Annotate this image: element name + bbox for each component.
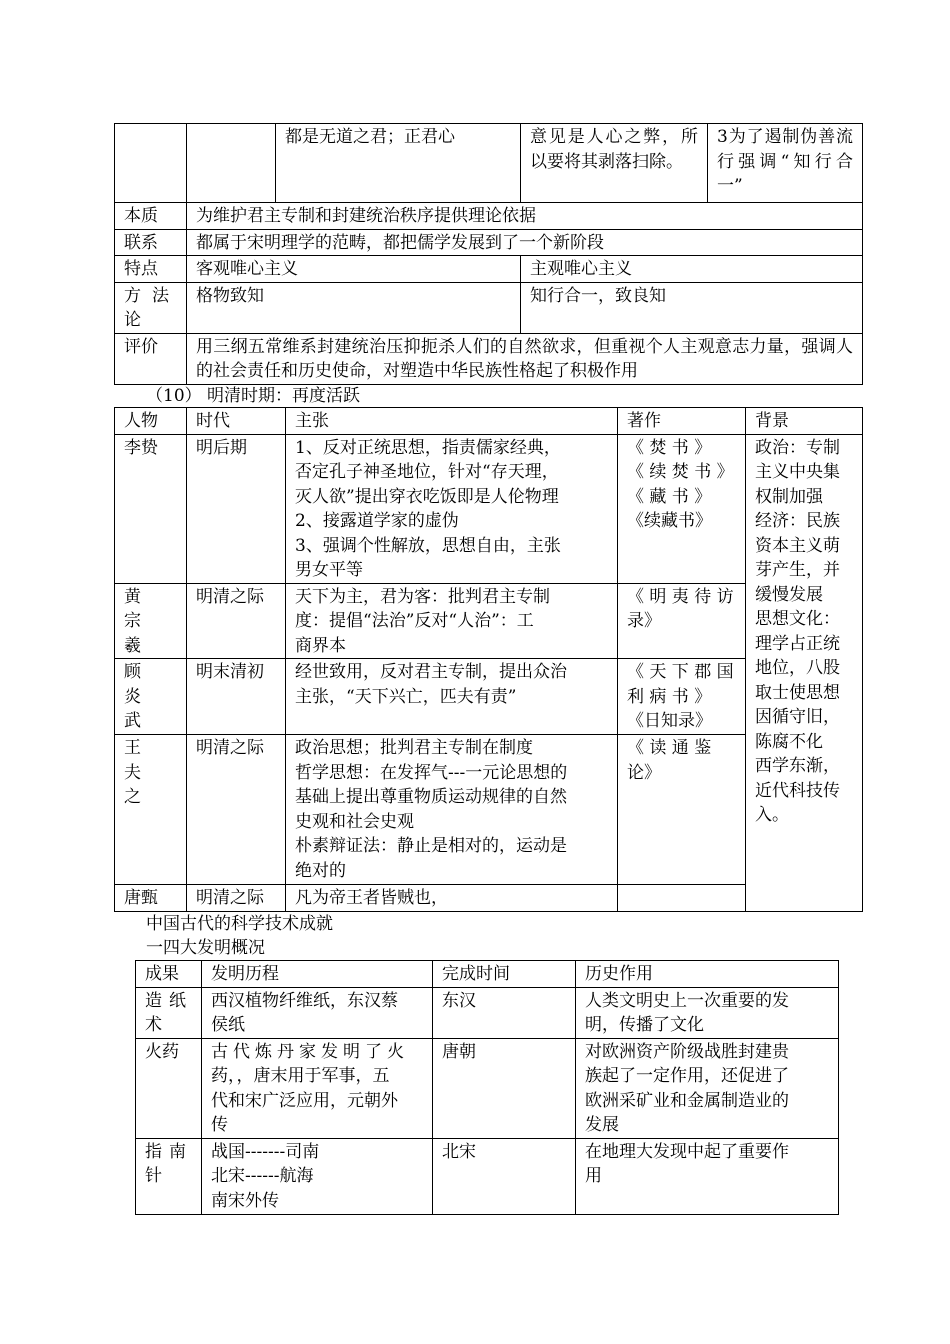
person-claims (286, 434, 618, 583)
cell-text: 3为了遏制伪善流行强调“知行合一” (708, 124, 863, 203)
claim-line: 2、接露道学家的虚伪 (295, 511, 459, 531)
background-line: 资本主义萌 (755, 535, 840, 556)
background-line: 西学东渐， (755, 756, 840, 776)
claim-line: 度：提倡“法治”反对“人治”：工 (295, 611, 534, 631)
row-label: 方法论 (115, 282, 187, 333)
background-line: 近代科技传 (755, 780, 840, 801)
work-line: 《续藏书》 (627, 511, 712, 531)
invention-effect (576, 1138, 839, 1214)
invention-time: 东汉 (433, 987, 576, 1038)
claim-line: 经世致用，反对君主专制，提出众治 (295, 662, 567, 682)
work-line: 利 病 书 》 (627, 686, 712, 707)
invention-effect (576, 1038, 839, 1138)
person-name: 顾炎武 (115, 659, 187, 735)
person-claims (286, 885, 618, 912)
cell-text: 意见是人心之弊，所以要将其剥落扫除。 (521, 124, 708, 203)
invention-name: 造纸术 (136, 987, 202, 1038)
person-claims (286, 583, 618, 659)
person-works (618, 885, 746, 912)
background-line: 入。 (755, 805, 789, 825)
table-neo-confucianism-comparison (114, 123, 863, 385)
invention-process (202, 987, 433, 1038)
invention-effect (576, 987, 839, 1038)
person-era: 明清之际 (187, 583, 286, 659)
row-text: 都属于宋明理学的范畴，都把儒学发展到了一个新阶段 (187, 229, 863, 256)
invention-process (202, 1038, 433, 1138)
background-line: 理学占正统 (755, 633, 840, 654)
background-cell (746, 434, 863, 911)
claim-line: 政治思想；批判君主专制在制度 (295, 738, 533, 758)
effect-line: 用 (585, 1166, 602, 1186)
person-works (618, 583, 746, 659)
person-claims (286, 659, 618, 735)
work-line: 《 藏 书 》 (627, 486, 712, 507)
person-era: 明清之际 (187, 735, 286, 885)
row-label: 评价 (115, 333, 187, 384)
process-line: 侯纸 (211, 1015, 245, 1035)
row-label: 联系 (115, 229, 187, 256)
process-line: 北宋------航海 (211, 1166, 314, 1186)
background-line: 地位，八股 (755, 658, 840, 678)
claim-line: 男女平等 (295, 560, 363, 580)
header-cell: 历史作用 (576, 961, 839, 988)
person-works (618, 434, 746, 583)
section-subheading: 一四大发明概况 (146, 938, 265, 958)
row-label: 本质 (115, 203, 187, 230)
cell-text: 都是无道之君；正君心 (276, 124, 521, 203)
work-line: 录》 (627, 611, 661, 631)
effect-line: 欧洲采矿业和金属制造业的 (585, 1090, 789, 1111)
header-cell: 主张 (286, 408, 618, 435)
method-left: 格物致知 (187, 282, 521, 333)
section-heading: （10） 明清时期：再度活跃 (146, 386, 361, 406)
process-line: 古代炼丹家发明了火 (211, 1041, 409, 1062)
claim-line: 凡为帝王者皆贼也， (295, 888, 448, 908)
background-line: 主义中央集 (755, 462, 840, 482)
invention-time: 北宋 (433, 1138, 576, 1214)
claim-line: 1、反对正统思想，指责儒家经典， (295, 437, 561, 458)
work-line: 论》 (627, 762, 661, 783)
row-text: 为维护君主专制和封建统治秩序提供理论依据 (187, 203, 863, 230)
work-line: 《 焚 书 》 (627, 437, 712, 458)
work-line: 《 明 夷 待 访 (627, 586, 734, 607)
claim-line: 商界本 (295, 635, 346, 656)
person-name: 唐甄 (115, 885, 187, 912)
person-works (618, 735, 746, 885)
process-line: 战国-------司南 (211, 1141, 320, 1162)
method-right: 知行合一，致良知 (521, 282, 863, 333)
header-cell: 发明历程 (202, 961, 433, 988)
background-line: 思想文化： (755, 609, 840, 629)
trait-left: 客观唯心主义 (187, 256, 521, 283)
invention-time: 唐朝 (433, 1038, 576, 1138)
claim-line: 3、强调个性解放，思想自由，主张 (295, 535, 561, 556)
section-heading: 中国古代的科学技术成就 (146, 914, 333, 934)
background-line: 取士使思想 (755, 682, 840, 703)
header-cell: 人物 (115, 408, 187, 435)
process-line: 药，，唐末用于军事，五 (211, 1066, 390, 1086)
cell-empty (115, 124, 187, 203)
work-line: 《 续 焚 书 》 (627, 462, 734, 482)
process-line: 代和宋广泛应用，元朝外 (211, 1090, 398, 1111)
person-claims (286, 735, 618, 885)
claim-line: 否定孔子神圣地位，针对“存天理， (295, 462, 559, 482)
process-line: 南宋外传 (211, 1190, 279, 1211)
header-cell: 时代 (187, 408, 286, 435)
background-line: 经济：民族 (755, 511, 840, 531)
work-line: 《 读 通 鉴 (627, 738, 712, 758)
claim-line: 主张，“天下兴亡，匹夫有责” (295, 686, 517, 707)
effect-line: 对欧洲资产阶级战胜封建贵 (585, 1041, 789, 1062)
invention-process (202, 1138, 433, 1214)
person-name: 黄宗羲 (115, 583, 187, 659)
effect-line: 人类文明史上一次重要的发 (585, 990, 789, 1011)
header-cell: 背景 (746, 408, 863, 435)
person-works (618, 659, 746, 735)
claim-line: 史观和社会史观 (295, 811, 414, 832)
claim-line: 哲学思想：在发挥气---一元论思想的 (295, 762, 568, 783)
background-line: 芽产生，并 (755, 560, 840, 580)
invention-name: 火药 (136, 1038, 202, 1138)
trait-right: 主观唯心主义 (521, 256, 863, 283)
effect-line: 发展 (585, 1115, 619, 1135)
background-line: 因循守旧， (755, 707, 840, 727)
person-era: 明后期 (187, 434, 286, 583)
effect-line: 明，传播了文化 (585, 1015, 704, 1035)
claim-line: 绝对的 (295, 860, 346, 881)
row-label: 特点 (115, 256, 187, 283)
claim-line: 基础上提出尊重物质运动规律的自然 (295, 787, 567, 807)
table-four-inventions (135, 960, 839, 1215)
background-line: 缓慢发展 (755, 584, 823, 605)
work-line: 《日知录》 (627, 711, 712, 731)
claim-line: 灭人欲”提出穿衣吃饭即是人伦物理 (295, 486, 559, 507)
background-line: 权制加强 (755, 486, 823, 507)
process-line: 西汉植物纤维纸，东汉蔡 (211, 990, 398, 1011)
claim-line: 天下为主，君为客：批判君主专制 (295, 586, 550, 607)
header-cell: 完成时间 (433, 961, 576, 988)
person-name: 李贽 (115, 434, 187, 583)
eval-text: 用三纲五常维系封建统治压抑扼杀人们的自然欲求，但重视个人主观意志力量，强调人的社会责任和历史使命，对塑造中华民族性格起了积极作用 (187, 333, 863, 384)
cell-empty (187, 124, 276, 203)
background-line: 陈腐不化 (755, 731, 823, 752)
header-cell: 著作 (618, 408, 746, 435)
invention-name: 指南针 (136, 1138, 202, 1214)
effect-line: 族起了一定作用，还促进了 (585, 1066, 789, 1086)
process-line: 传 (211, 1115, 228, 1135)
header-cell: 成果 (136, 961, 202, 988)
work-line: 《 天 下 郡 国 (627, 662, 734, 682)
claim-line: 朴素辩证法：静止是相对的，运动是 (295, 836, 567, 856)
effect-line: 在地理大发现中起了重要作 (585, 1141, 789, 1162)
person-name: 王夫之 (115, 735, 187, 885)
table-ming-qing-thinkers (114, 407, 863, 912)
background-line: 政治：专制 (755, 437, 840, 458)
person-era: 明清之际 (187, 885, 286, 912)
person-era: 明末清初 (187, 659, 286, 735)
